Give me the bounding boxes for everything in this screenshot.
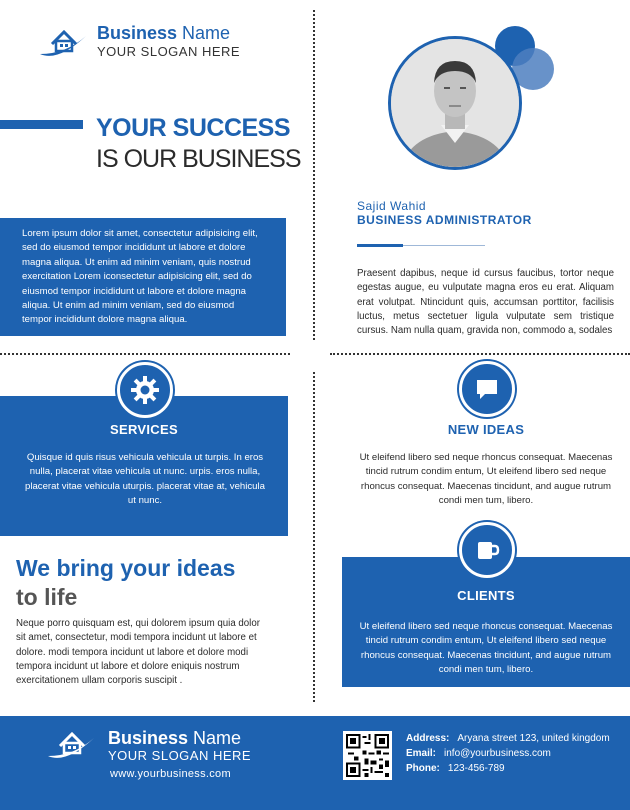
footer-website-link[interactable]: www.yourbusiness.com (110, 768, 231, 780)
intro-text: Lorem ipsum dolor sit amet, consectetur adipisicing elit, sed do eiusmod tempor incididunt ut labore et dolore magna aliqua. Ut enim ad minim veniam, quis nostrud exercitation Lorem iconsectetur adipisicing elit, sed do eiusmod tempor incididunt ut labore et dolore magna aliqua. Ut enim ad minim veniam, sed do eiusmod tempor incididunt dolore magna aliqua. (22, 228, 258, 326)
clients-text: Ut eleifend libero sed neque rhoncus consequat. Maecenas tincid rutrum condim entum, Ut eleifend libero sed neque rhoncus consequat. Maecenas tincidunt, and augue rutrum condi men tum, libero. (359, 621, 613, 675)
gear-icon (117, 362, 173, 418)
vertical-divider-bottom (313, 372, 315, 702)
new-ideas-text: Ut eleifend libero sed neque rhoncus consequat. Maecenas tincid rutrum condim entum, Ut eleifend libero sed neque rhoncus consequat. Maecenas tincidunt, and augue rutrum condi men tum, libero. (359, 452, 613, 506)
headline-line2: IS OUR BUSINESS (96, 145, 301, 173)
business-logo-icon (38, 26, 88, 60)
profile-role: BUSINESS ADMINISTRATOR (357, 213, 532, 227)
profile-underline-bold (357, 244, 403, 247)
footer-email[interactable]: Email: info@yourbusiness.com (406, 748, 551, 759)
bring-heading-line1: We bring your ideas (16, 555, 236, 581)
profile-photo (388, 36, 522, 170)
clients-title: CLIENTS (457, 588, 515, 603)
profile-underline-thin (403, 245, 485, 246)
accent-bar (0, 120, 83, 129)
footer-address: Address: Aryana street 123, united kingdom (406, 733, 610, 744)
chat-bubble-icon (459, 361, 515, 417)
horizontal-divider-right (330, 353, 630, 355)
bring-heading-line2: to life (16, 584, 78, 610)
headline-line1: YOUR SUCCESS (96, 114, 291, 142)
intro-text-box (0, 218, 286, 336)
vertical-divider-top (313, 10, 315, 340)
services-title: SERVICES (110, 422, 178, 437)
qr-code-icon (343, 731, 392, 780)
profile-text: Praesent dapibus, neque id cursus faucibus, tortor neque egestas augue, eu vulputate magna eros eu erat. Aliquam erat volutpat. Ntincidunt quis, accumsan porttitor, facilisis luctus, metus sectetuer ligula vulputate sem tristique cursus. Nam nulla quam, gravida non, commodo a, sodales (357, 268, 614, 337)
horizontal-divider-left (0, 353, 290, 355)
mug-icon (459, 522, 515, 578)
footer-slogan: YOUR SLOGAN HERE (108, 748, 252, 763)
bring-text: Neque porro quisquam est, qui dolorem ipsum quia dolor sit amet, consectetur, modi tempora incidunt ut labore et dolore. modi tempora incidunt ut labore et dolore modi tempora incidunt ut labore et dolore eniquis nostrum exercitationem ullam corporis suscipit . (16, 618, 260, 687)
business-slogan: YOUR SLOGAN HERE (97, 44, 241, 59)
new-ideas-title: NEW IDEAS (447, 422, 525, 437)
services-text: Quisque id quis risus vehicula vehicula ut turpis. In eros nulla, placerat vitae vehicula ut nunc. urpis. eros nulla, placerat vitae vehicula uturpis. placerat vitae at, vehicula ut nunc. (25, 452, 265, 506)
footer-phone: Phone: 123-456-789 (406, 763, 505, 774)
business-name: Business Name (97, 23, 231, 43)
footer-logo-icon (46, 728, 96, 762)
profile-name: Sajid Wahid (357, 199, 427, 213)
footer-business-name: Business Name (108, 728, 242, 748)
